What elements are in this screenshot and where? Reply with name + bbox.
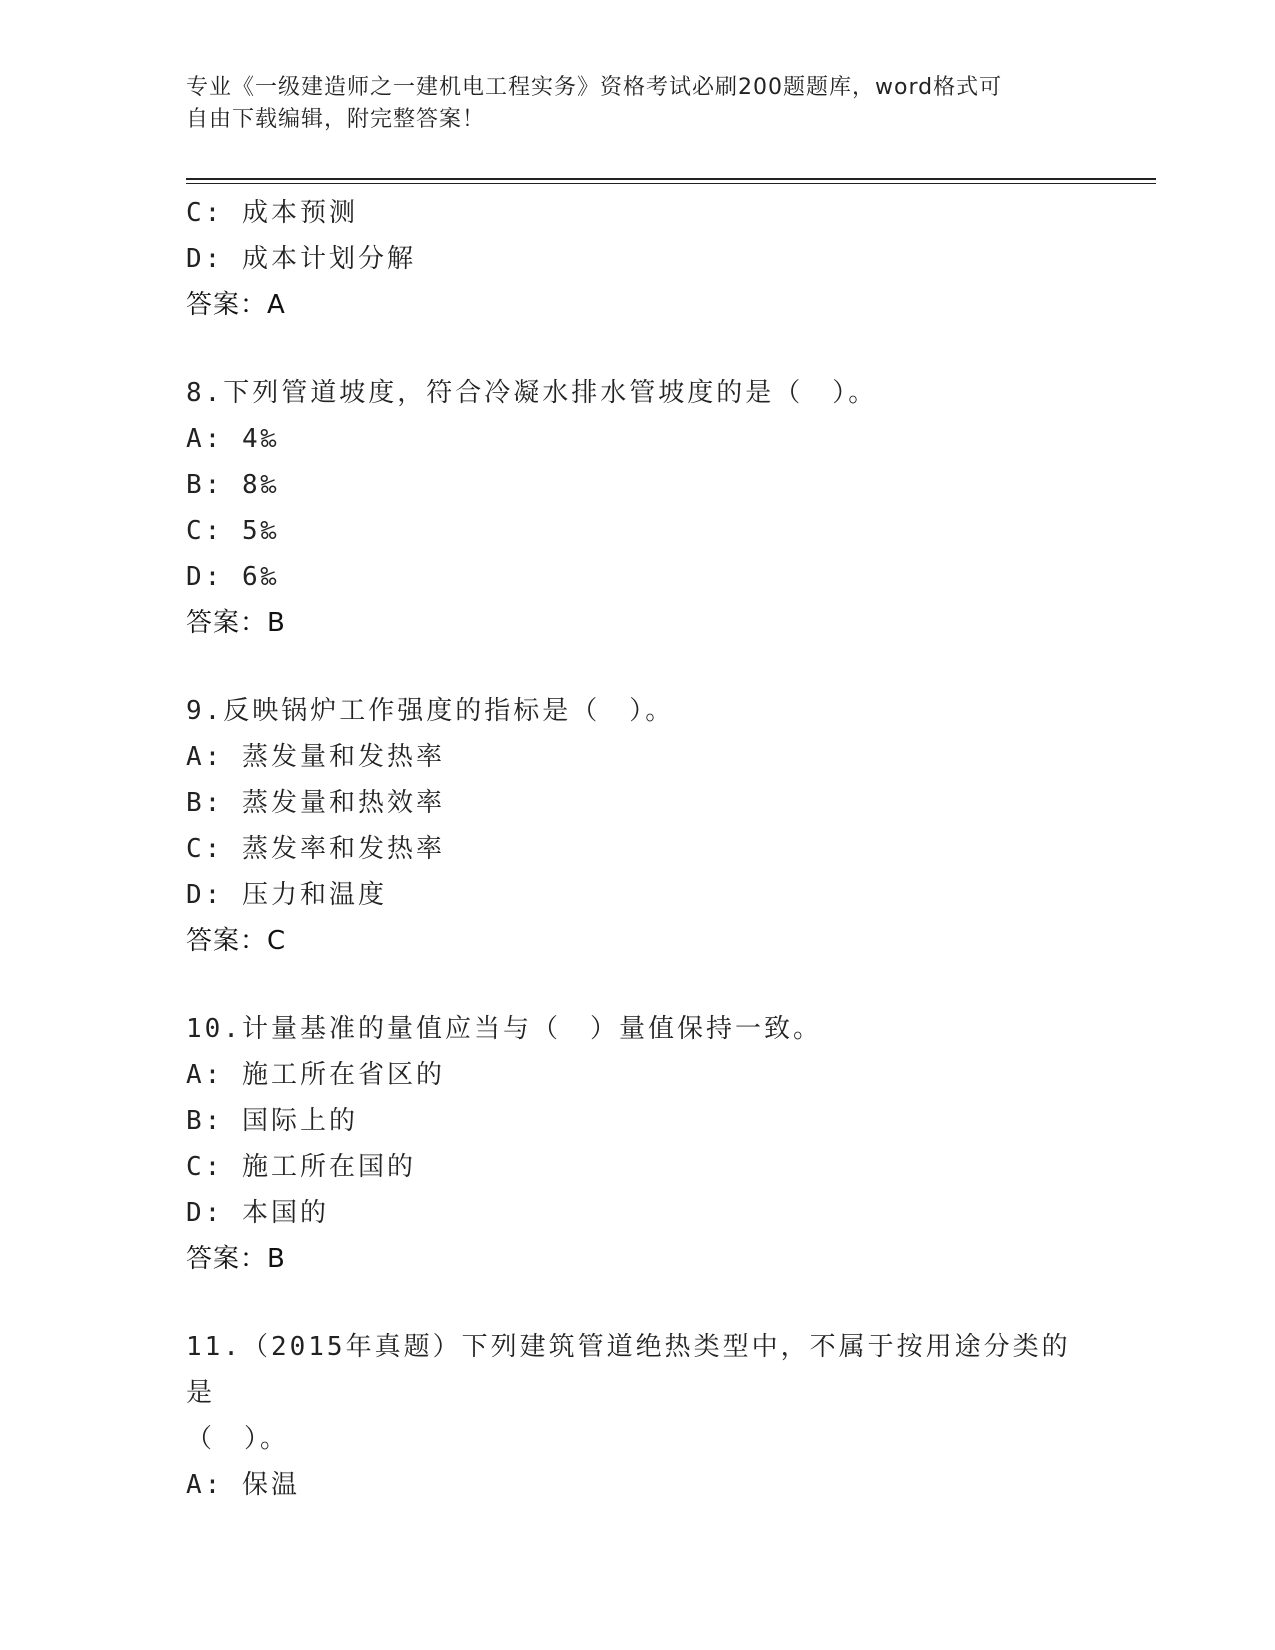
option-d: D: 本国的 — [186, 1198, 329, 1228]
document-header — [186, 72, 1076, 136]
question-8 — [186, 370, 1086, 646]
answer-line: 答案：B — [186, 1244, 286, 1274]
header-line-2: 自由下载编辑，附完整答案！ — [186, 107, 486, 132]
question-stem-line-1: 11.（2015年真题）下列建筑管道绝热类型中，不属于按用途分类的是 — [186, 1332, 1071, 1408]
option-a: A: 4‰ — [186, 424, 280, 454]
option-d: D: 压力和温度 — [186, 880, 387, 910]
option-b: B: 蒸发量和热效率 — [186, 788, 445, 818]
header-line-1: 专业《一级建造师之一建机电工程实务》资格考试必刷200题题库，word格式可 — [186, 75, 1003, 100]
question-stem-line-2: （ ）。 — [186, 1424, 290, 1454]
option-c: C: 成本预测 — [186, 198, 358, 228]
answer-line: 答案：A — [186, 290, 286, 320]
option-c: C: 施工所在国的 — [186, 1152, 416, 1182]
question-11 — [186, 1324, 1086, 1508]
question-stem: 8.下列管道坡度，符合冷凝水排水管坡度的是（ ）。 — [186, 378, 878, 408]
header-divider-thick — [186, 178, 1156, 180]
question-10 — [186, 1006, 1086, 1282]
answer-line: 答案：C — [186, 926, 287, 956]
question-stem: 10.计量基准的量值应当与（ ）量值保持一致。 — [186, 1014, 822, 1044]
option-b: B: 国际上的 — [186, 1106, 358, 1136]
header-divider-thin — [186, 183, 1156, 184]
answer-line: 答案：B — [186, 608, 286, 638]
option-b: B: 8‰ — [186, 470, 280, 500]
question-9 — [186, 688, 1086, 964]
option-a: A: 蒸发量和发热率 — [186, 742, 445, 772]
question-list — [186, 190, 1086, 1508]
question-7-continuation — [186, 190, 1086, 328]
option-c: C: 蒸发率和发热率 — [186, 834, 445, 864]
option-a: A: 保温 — [186, 1470, 300, 1500]
option-d: D: 成本计划分解 — [186, 244, 416, 274]
question-stem: 9.反映锅炉工作强度的指标是（ ）。 — [186, 696, 675, 726]
option-a: A: 施工所在省区的 — [186, 1060, 445, 1090]
option-c: C: 5‰ — [186, 516, 280, 546]
option-d: D: 6‰ — [186, 562, 280, 592]
